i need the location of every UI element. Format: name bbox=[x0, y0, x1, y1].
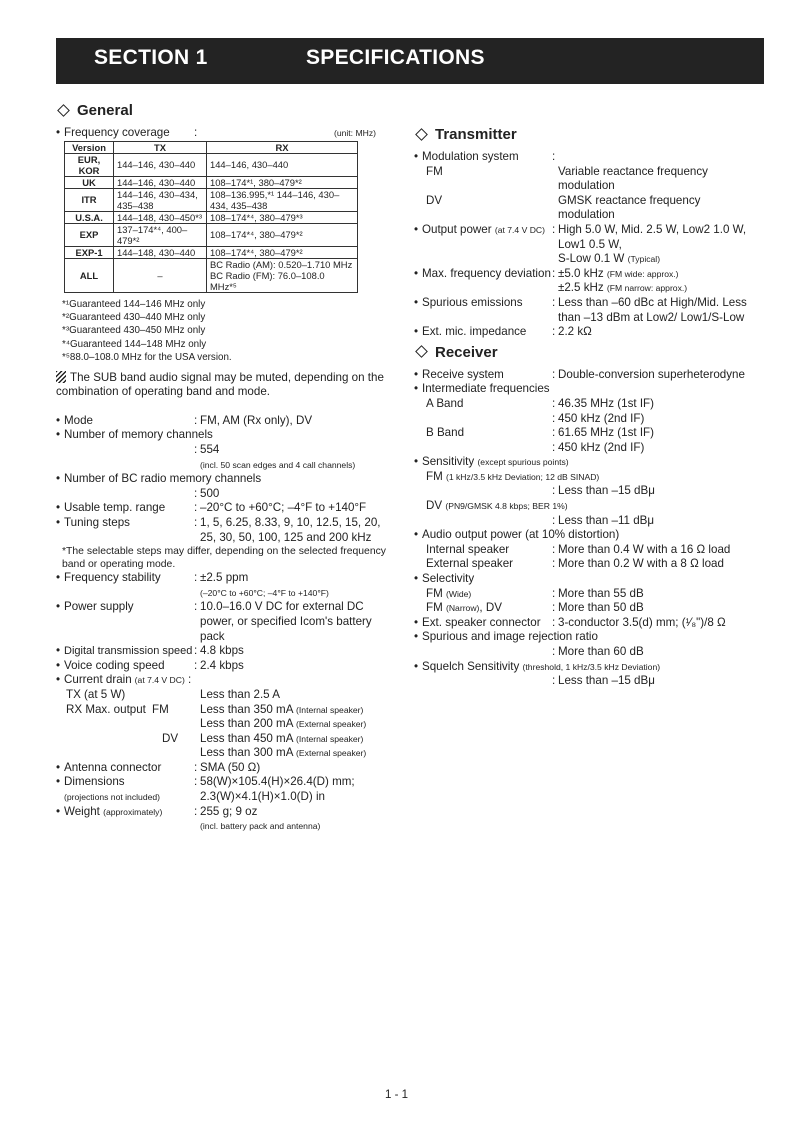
b-band-if2-row: : 450 kHz (2nd IF) bbox=[552, 440, 645, 454]
tuning-steps-note: *The selectable steps may differ, depending on the selected frequency band or operating mode. bbox=[62, 546, 386, 571]
dimensions-note: (projections not included) bbox=[64, 792, 161, 803]
table-row: U.S.A. 144–148, 430–450*³ 108–174*⁴, 380–479*³ bbox=[65, 211, 358, 223]
transmitter-receiver-column: Transmitter • Modulation system : FM Variable reactance frequency modulation DV GMSK reactance frequency modulation • Output power (at 7.4 V DC) : High 5.0 W, Mid. 2.5 W, Low2 1.0 W, Low1 0.5 W, S-Low 0.1 W (Typical) • Max. frequency deviation : ±5.0 kHz (FM wide: approx.) ±2.5 kHz (FM narrow: approx.) • Spurious emissions : Less than –60 dBc at High/Mid. Less than –13 dBm at Low2/ Low1/S-Low • Ext. mic. impedance : 2.2 kΩ Receiver • Receive system : Double-conversion superheterodyne • Intermediate frequencies A Band : 46.35 MHz (1st IF) : 450 kHz (2nd IF) B Band : 61.65 MHz (1st IF) : 450 kHz (2nd IF) • Sensitivity (except spurious points) FM (1 kHz/3.5 kHz Deviation; 12 dB SINAD) : Less than –15 dBμ DV (PN9/GMSK 4.8 kbps; BER 1%) : Less than –11 dBμ • Audio output power (at 10% distortion) Internal speaker : More than 0.4 W with a 16 Ω load External speaker : More than 0.2 W with a 8 Ω load • Selectivity FM (Wide) : More than 55 dB FM (Narrow), DV : More than 50 dB • Ext. speaker connector : 3-conductor 3.5(d) mm; (¹⁄₈")/8 Ω • Spurious and image rejection ratio : More than 60 dB • Squelch Sensitivity (threshold, 1 kHz/3.5 kHz Deviation) : Less than –15 dBμ bbox=[414, 126, 754, 689]
general-column: General • Frequency coverage : (unit: MHz) Version TX RX EUR, KOR 144–146, 430–440 144–146, 430–440 UK 144–146, 430–440 108–174*¹, 380–479*² ITR 144–146, 430–434, 435–438 108–136.995,*¹ 144–146, 430–434, 435–438 U.S.A. 144–148, 430–450*³ 108–174*⁴, 380–479*³ EXP 137–174*⁴, 400–479*² 108–174*⁴, 380–479*² EXP-1 144–148, 430–440 108–174*⁴, 380–479*² ALL – BC Radio (AM): 0.520–1.710 MHz BC Radio (FM): 76.0–108.0 MHz*⁵ *¹Guaranteed 144–146 MHz only *²Guaranteed 430–440 MHz only *³Guaranteed 430–450 MHz only *⁴Guaranteed 144–148 MHz only *⁵88.0–108.0 MHz for the USA version. The SUB band audio signal may be muted, depending on the combination of operating band and mode. • Mode : FM, AM (Rx only), DV • Number of memory channels : 554 (incl. 50 scan edges and 4 call channels) • Number of BC radio memory channels : 500 • Usable temp. range : –20°C to +60°C; –4°F to +140°F • Tuning steps : 1, 5, 6.25, 8.33, 9, 10, 12.5, 15, 20, 25, 30, 50, 100, 125 and 200 kHz *The selectable steps may differ, depending on the selected frequency band or operating mode. • Frequency stability : ±2.5 ppm (–20°C to +60°C; –4°F to +140°F) • Power supply : 10.0–16.0 V DC for external DC power, or specified Icom's battery pack • Digital transmission speed : 4.8 kbps • Voice coding speed : 2.4 kbps • Current drain (at 7.4 V DC) : TX (at 5 W) Less than 2.5 A RX Max. output FM Less than 350 mA (Internal speaker) Less than 200 mA (External speaker) DV Less than 450 mA (Internal speaker) Less than 300 mA (External speaker) • Antenna connector : SMA (50 Ω) • Dimensions : 58(W)×105.4(H)×26.4(D) mm; (projections not included) 2.3(W)×4.1(H)×1.0(D) in • Weight (approximately) : 255 g; 9 oz (incl. battery pack and antenna) bbox=[56, 102, 386, 834]
weight-row: • Weight (approximately) : 255 g; 9 oz bbox=[56, 804, 258, 818]
general-heading: General bbox=[56, 102, 386, 120]
table-row: EXP-1 144–148, 430–440 108–174*⁴, 380–479*² bbox=[65, 246, 358, 258]
output-power-row: • Output power (at 7.4 V DC) : High 5.0 W, Mid. 2.5 W, Low2 1.0 W, Low1 0.5 W, bbox=[414, 222, 747, 251]
diamond-icon bbox=[415, 345, 428, 358]
transmitter-heading: Transmitter bbox=[414, 126, 754, 144]
if-row: • Intermediate frequencies bbox=[414, 382, 550, 396]
freq-coverage-row: • Frequency coverage : (unit: MHz) bbox=[56, 126, 386, 141]
rx-fm-int-row: RX Max. output FM Less than 350 mA (Internal speaker) bbox=[66, 702, 364, 716]
b-band-if1-row: B Band : 61.65 MHz (1st IF) bbox=[426, 426, 654, 440]
footnote: *³Guaranteed 430–450 MHz only bbox=[62, 325, 206, 337]
page-number: 1 - 1 bbox=[384, 1089, 408, 1101]
sens-fm-value-row: : Less than –15 dBμ bbox=[552, 484, 655, 498]
antenna-row: • Antenna connector : SMA (50 Ω) bbox=[56, 760, 261, 774]
freq-coverage-label: Frequency coverage bbox=[64, 126, 170, 139]
current-drain-row: • Current drain (at 7.4 V DC) : bbox=[56, 673, 192, 687]
dts-row: • Digital transmission speed : 4.8 kbps bbox=[56, 644, 244, 658]
sel-fm-row: FM (Wide) : More than 55 dB bbox=[426, 586, 644, 600]
tx-current-row: TX (at 5 W) Less than 2.5 A bbox=[66, 687, 280, 701]
table-header-row bbox=[65, 141, 358, 153]
modulation-row: • Modulation system : bbox=[414, 150, 556, 163]
footnote: *²Guaranteed 430–440 MHz only bbox=[62, 312, 206, 323]
page-title: SPECIFICATIONS bbox=[306, 46, 485, 69]
weight-note: (incl. battery pack and antenna) bbox=[200, 821, 321, 832]
section-number: SECTION 1 bbox=[94, 46, 208, 69]
receiver-heading: Receiver bbox=[414, 344, 754, 362]
image-rejection-row: • Spurious and image rejection ratio bbox=[414, 630, 598, 644]
tuning-steps-row: • Tuning steps : 1, 5, 6.25, 8.33, 9, 10, 12.5, 15, 20, 25, 30, 50, 100, 125 and 200 kHz bbox=[56, 515, 381, 544]
section-banner bbox=[56, 38, 764, 84]
deviation-row: • Max. frequency deviation : ±5.0 kHz (FM wide: approx.) bbox=[414, 266, 679, 280]
note-icon bbox=[56, 371, 66, 383]
footnotes bbox=[56, 298, 386, 365]
vcs-row: • Voice coding speed : 2.4 kbps bbox=[56, 658, 244, 672]
sel-fmn-row: FM (Narrow), DV : More than 50 dB bbox=[426, 601, 644, 615]
dimensions-row: • Dimensions : 58(W)×105.4(H)×26.4(D) mm; bbox=[56, 775, 355, 789]
speaker-connector-row: • Ext. speaker connector : 3-conductor 3.5(d) mm; (¹⁄₈")/8 Ω bbox=[414, 615, 726, 629]
rx-dv-int-row: DV Less than 450 mA (Internal speaker) bbox=[162, 731, 364, 745]
freq-unit: (unit: MHz) bbox=[333, 128, 376, 138]
mic-impedance-row: • Ext. mic. impedance : 2.2 kΩ bbox=[414, 325, 592, 339]
stability-row: • Frequency stability : ±2.5 ppm bbox=[56, 571, 249, 585]
mod-dv-row: DV GMSK reactance frequency modulation bbox=[426, 193, 701, 222]
sub-band-note: The SUB band audio signal may be muted, depending on the combination of operating band and mode. bbox=[56, 370, 384, 399]
memory-value: 554 bbox=[200, 443, 220, 456]
footnote: *⁵88.0–108.0 MHz for the USA version. bbox=[62, 352, 232, 364]
footnote: *⁴Guaranteed 144–148 MHz only bbox=[62, 338, 207, 350]
mod-fm-row: FM Variable reactance frequency modulation bbox=[426, 164, 708, 193]
squelch-row: • Squelch Sensitivity (threshold, 1 kHz/3.5 kHz Deviation) bbox=[414, 659, 661, 673]
bc-memory-value: 500 bbox=[200, 486, 220, 500]
selectivity-row: • Selectivity bbox=[414, 572, 475, 586]
col-rx: RX bbox=[207, 141, 358, 153]
mode-row: • Mode : FM, AM (Rx only), DV bbox=[56, 413, 313, 427]
col-tx: TX bbox=[114, 141, 207, 153]
audio-output-row: • Audio output power (at 10% distortion) bbox=[414, 528, 620, 542]
spurious-row: • Spurious emissions : Less than –60 dBc at High/Mid. Less than –13 dBm at Low2/ Low1/S-Low bbox=[414, 295, 747, 324]
table-row: EUR, KOR 144–146, 430–440 144–146, 430–440 bbox=[65, 153, 358, 176]
rx-dv-ext-row: Less than 300 mA (External speaker) bbox=[200, 746, 367, 760]
ext-speaker-row: External speaker : More than 0.2 W with a 8 Ω load bbox=[426, 557, 724, 571]
stability-note: (–20°C to +60°C; –4°F to +140°F) bbox=[200, 587, 329, 598]
footnote: *¹Guaranteed 144–146 MHz only bbox=[62, 298, 206, 310]
diamond-icon bbox=[415, 128, 428, 141]
receive-system-row: • Receive system : Double-conversion superheterodyne bbox=[414, 367, 745, 381]
rx-fm-ext-row: Less than 200 mA (External speaker) bbox=[200, 717, 367, 731]
memory-row: • Number of memory channels bbox=[56, 428, 213, 442]
table-row: EXP 137–174*⁴, 400–479*² 108–174*⁴, 380–479*² bbox=[65, 223, 358, 246]
table-row: UK 144–146, 430–440 108–174*¹, 380–479*² bbox=[65, 176, 358, 188]
table-row: ITR 144–146, 430–434, 435–438 108–136.995,*¹ 144–146, 430–434, 435–438 bbox=[65, 188, 358, 211]
a-band-if2-row: : 450 kHz (2nd IF) bbox=[552, 411, 645, 425]
sensitivity-row: • Sensitivity (except spurious points) bbox=[414, 455, 569, 469]
memory-note: (incl. 50 scan edges and 4 call channels) bbox=[200, 459, 356, 470]
diamond-icon bbox=[57, 104, 70, 117]
sens-dv-value-row: : Less than –11 dBμ bbox=[552, 513, 655, 527]
col-version: Version bbox=[65, 141, 114, 153]
bc-memory-row: • Number of BC radio memory channels bbox=[56, 472, 262, 486]
frequency-table bbox=[64, 141, 358, 293]
a-band-if1-row: A Band : 46.35 MHz (1st IF) bbox=[426, 396, 654, 410]
int-speaker-row: Internal speaker : More than 0.4 W with a 16 Ω load bbox=[426, 542, 731, 556]
table-row: ALL – BC Radio (AM): 0.520–1.710 MHz BC Radio (FM): 76.0–108.0 MHz*⁵ bbox=[65, 258, 358, 292]
temp-row: • Usable temp. range : –20°C to +60°C; –4°F to +140°F bbox=[56, 501, 367, 515]
power-supply-row: • Power supply : 10.0–16.0 V DC for external DC power, or specified Icom's battery pack bbox=[56, 600, 372, 643]
